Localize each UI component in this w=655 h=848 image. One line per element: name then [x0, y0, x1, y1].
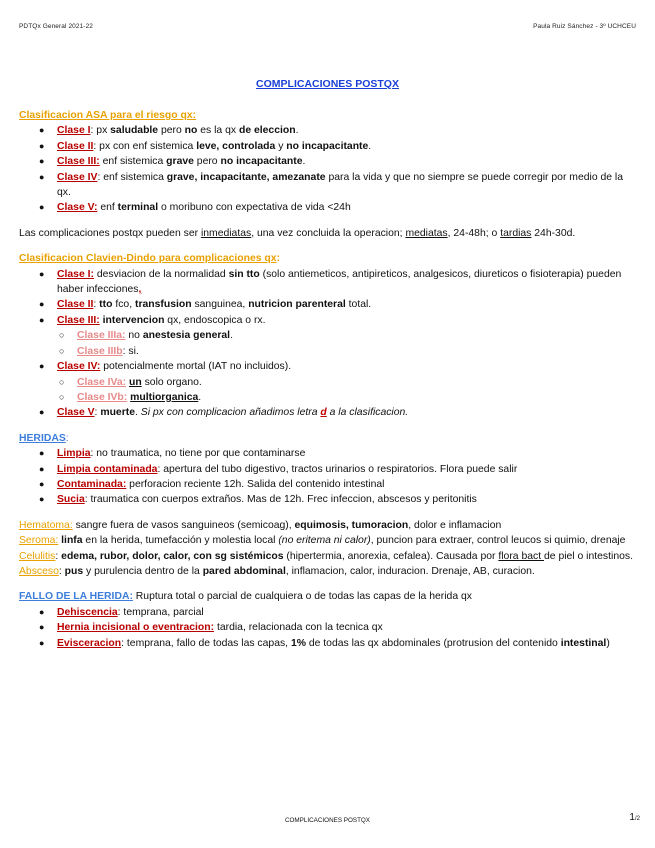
list-item: ● Sucia: traumatica con cuerpos extraños. Mas de 12h. Frec infeccion, abscesos y peritonitis: [57, 492, 637, 507]
clavien-list-v: [19, 405, 637, 420]
clavien-sublist-iv: [19, 375, 637, 406]
fallo-paragraph: FALLO DE LA HERIDA: Ruptura total o parcial de cualquiera o de todas las capas de la herida qx: [19, 591, 472, 603]
asa-heading: Clasificacion ASA para el riesgo qx:: [19, 110, 197, 121]
clavien-list-iv: [19, 359, 637, 374]
heridas-list: [19, 446, 637, 508]
asa-list: [19, 123, 637, 215]
heridas-heading: HERIDAS:: [19, 432, 69, 444]
seroma-paragraph: Seroma: linfa en la herida, tumefacción y molestia local (no eritema ni calor), puncion para extraer, control leucos si quimio, drenaje: [19, 535, 626, 547]
timing-paragraph: Las complicaciones postqx pueden ser inmediatas, una vez concluida la operacion; mediatas, 24-48h; o tardias 24h-30d.: [19, 227, 576, 239]
list-item: ○ Clase IVb: multiorganica.: [77, 390, 637, 405]
list-item: ● Clase II: tto fco, transfusion sanguinea, nutricion parenteral total.: [57, 297, 637, 312]
list-item: ● Clase V: muerte. Si px con complicacion añadimos letra d a la clasificacion.: [57, 405, 637, 420]
list-item: ● Clase III: intervencion qx, endoscopica o rx.: [57, 313, 637, 328]
list-item: ○ Clase IVa: un solo organo.: [77, 375, 637, 390]
absceso-paragraph: Absceso: pus y purulencia dentro de la pared abdominal, inflamacion, calor, induracion. Drenaje, AB, curacion.: [19, 565, 535, 577]
list-item: ● Limpia contaminada: apertura del tubo digestivo, tractos urinarios o respiratorios. Flora puede salir: [57, 462, 637, 477]
clavien-list: [19, 267, 637, 329]
list-item: ● Clase IV: potencialmente mortal (IAT no incluidos).: [57, 359, 637, 374]
clavien-sublist-iii: [19, 328, 637, 359]
header-right: Paula Ruiz Sánchez - 3º UCHCEU: [533, 23, 636, 30]
page-title: COMPLICACIONES POSTQX: [256, 78, 399, 90]
list-item: ● Clase I: desviacion de la normalidad sin tto (solo antiemeticos, antipireticos, analgesicos, diureticos o fisioterapia) pueden haber infecciones,: [57, 267, 637, 298]
document-body: [19, 108, 637, 651]
list-item: ● Limpia: no traumatica, no tiene por que contaminarse: [57, 446, 637, 461]
list-item: ● Clase V: enf terminal o moribuno con expectativa de vida <24h: [57, 200, 637, 215]
list-item: ● Clase IV: enf sistemica grave, incapacitante, amezanate para la vida y que no siempre se puede corregir por medio de la qx.: [57, 170, 637, 201]
page-number: 1/2: [629, 812, 640, 823]
list-item: ● Dehiscencia: temprana, parcial: [57, 605, 637, 620]
list-item: ● Clase III: enf sistemica grave pero no incapacitante.: [57, 154, 637, 169]
list-item: ● Clase I: px saludable pero no es la qx de eleccion.: [57, 123, 637, 138]
hematoma-paragraph: Hematoma: sangre fuera de vasos sanguineos (semicoag), equimosis, tumoracion, dolor e inflamacion: [19, 519, 502, 531]
list-item: ○ Clase IIIb: si.: [77, 344, 637, 359]
clavien-heading: Clasificacion Clavien-Dindo para complicaciones qx:: [19, 253, 281, 265]
footer-title: COMPLICACIONES POSTQX: [284, 817, 371, 824]
list-item: ● Contaminada: perforacion reciente 12h. Salida del contenido intestinal: [57, 477, 637, 492]
celulitis-paragraph: Celulitis: edema, rubor, dolor, calor, con sg sistémicos (hipertermia, anorexia, cefalea). Causada por flora bact de piel o intestinos.: [19, 550, 633, 562]
list-item: ○ Clase IIIa: no anestesia general.: [77, 328, 637, 343]
fallo-list: [19, 605, 637, 651]
list-item: ● Hernia incisional o eventracion: tardia, relacionada con la tecnica qx: [57, 620, 637, 635]
list-item: ● Evisceracion: temprana, fallo de todas las capas, 1% de todas las qx abdominales (protrusion del contenido intestinal): [57, 636, 637, 651]
header-left: PDTQx General 2021-22: [19, 23, 93, 30]
list-item: ● Clase II: px con enf sistemica leve, controlada y no incapacitante.: [57, 139, 637, 154]
